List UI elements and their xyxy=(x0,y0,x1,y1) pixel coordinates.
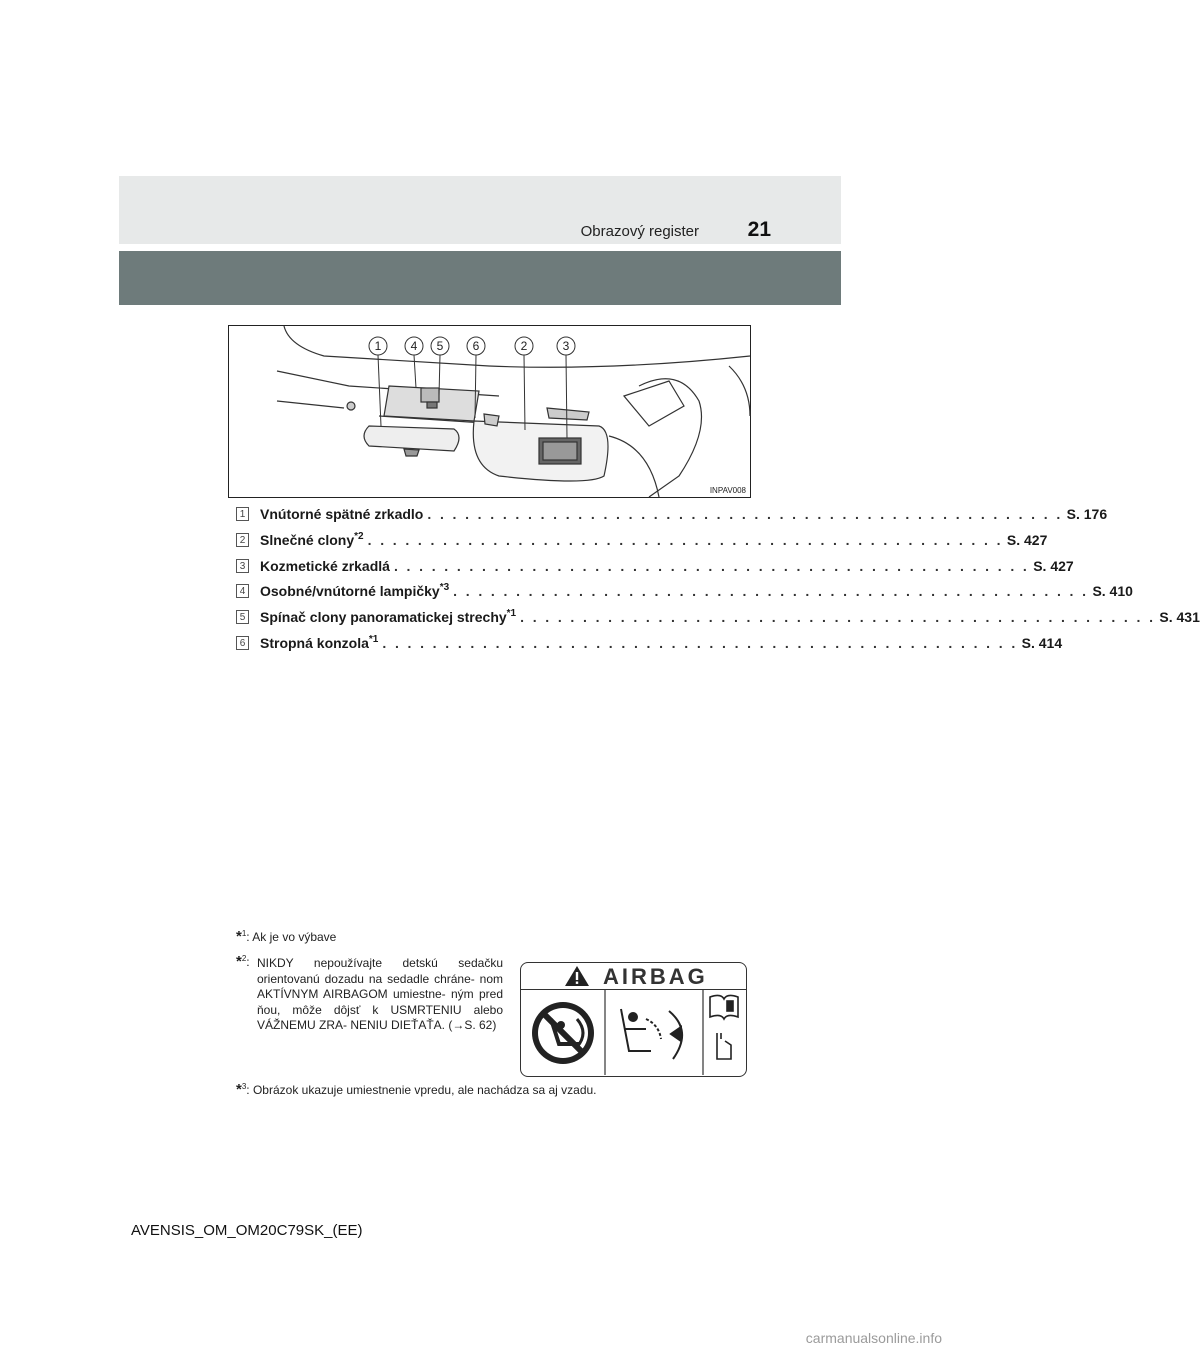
airbag-warning-label xyxy=(520,962,747,1077)
footnote-2-marker: *$^2$: xyxy=(236,953,250,970)
page-reference[interactable]: S. 410 xyxy=(1092,583,1133,600)
warning-triangle-icon xyxy=(564,965,590,987)
item-label: Spínač clony panoramatickej strechy$^{*1}$ xyxy=(260,608,517,626)
page-reference[interactable]: S. 427 xyxy=(1033,557,1074,574)
watermark: carmanualsonline.info xyxy=(805,1330,942,1346)
airbag-title: AIRBAG xyxy=(603,964,708,989)
item-label: Vnútorné spätné zrkadlo xyxy=(260,506,424,522)
document-code: AVENSIS_OM_OM20C79SK_(EE) xyxy=(131,1222,363,1239)
item-number: 1 xyxy=(236,507,249,521)
item-number: 4 xyxy=(236,584,249,598)
page-reference[interactable]: S. 427 xyxy=(1006,531,1048,548)
header-band xyxy=(119,176,841,244)
index-item-vanity-mirrors[interactable] xyxy=(236,557,1074,576)
page-reference[interactable]: S. 176 xyxy=(1066,506,1108,522)
callout-label: 4 xyxy=(410,339,418,353)
callout-label: 1 xyxy=(374,339,382,353)
callout-label: 3 xyxy=(562,339,570,353)
leader-dots: . . . . . . . . . . . . . . . . . . . . . . . . . . . . . . . . . . . . . . . . . . . . . . . . . . . xyxy=(427,506,1063,522)
read-manual-icon xyxy=(710,995,738,1059)
page-reference[interactable]: S. 431 xyxy=(1159,609,1200,626)
leader-dots: . . . . . . . . . . . . . . . . . . . . . . . . . . . . . . . . . . . . . . . . . . . . . . . . . . . xyxy=(367,531,1003,548)
leader-dots: . . . . . . . . . . . . . . . . . . . . . . . . . . . . . . . . . . . . . . . . . . . . . . . . . . . xyxy=(393,557,1030,574)
item-number: 3 xyxy=(236,559,249,573)
item-label: Kozmetické zrkadlá xyxy=(260,557,390,574)
footnote-1: *$^1$: Ak je vo výbave xyxy=(236,928,337,945)
child-seat-airbag-icon xyxy=(621,1009,682,1059)
index-item-interior-mirror[interactable] xyxy=(236,506,1108,524)
footnote-3: *$^3$: Obrázok ukazuje umiestnenie vpredu, ale nachádza sa aj vzadu. xyxy=(236,1081,597,1098)
item-label: Slnečné clony$^{*2}$ xyxy=(260,530,364,548)
callout-label: 5 xyxy=(436,339,444,353)
figure-code: INPAV008 xyxy=(709,486,746,495)
page-number: 21 xyxy=(747,218,771,241)
item-number: 2 xyxy=(236,533,249,547)
leader-dots: . . . . . . . . . . . . . . . . . . . . . . . . . . . . . . . . . . . . . . . . . . . . . . . . . . . xyxy=(382,634,1018,651)
item-label: Osobné/vnútorné lampičky$^{*3}$ xyxy=(260,582,450,600)
index-item-roof-shade-switch[interactable] xyxy=(236,608,1200,627)
footnote-2-text: NIKDY nepoužívajte detskú sedačku orientovanú dozadu na sedadle chráne- nom AKTÍVNYM AIRBAGOM umiestne- ným pred ňou, môže dôjsť k USMRTENIU alebo VÁŽNEMU ZRA- NENIU DIEŤAŤA. (→S. 62) xyxy=(257,956,503,1032)
airbag-label-header xyxy=(521,963,746,990)
leader-dots: . . . . . . . . . . . . . . . . . . . . . . . . . . . . . . . . . . . . . . . . . . . . . . . . . . . xyxy=(520,609,1156,626)
callout-label: 6 xyxy=(472,339,480,353)
no-rear-facing-child-seat-icon xyxy=(532,1002,594,1064)
page-reference[interactable]: S. 414 xyxy=(1021,634,1063,651)
section-title: Obrazový register xyxy=(580,223,699,240)
index-item-overhead-console[interactable] xyxy=(236,633,1063,653)
callout-label: 2 xyxy=(520,339,528,353)
section-bar xyxy=(119,251,841,305)
leader-dots: . . . . . . . . . . . . . . . . . . . . . . . . . . . . . . . . . . . . . . . . . . . . . . . . . . . xyxy=(453,583,1089,600)
airbag-pictograms xyxy=(521,989,745,1075)
component-index-list xyxy=(236,506,1200,661)
index-item-sun-visors[interactable] xyxy=(236,530,1048,550)
index-item-interior-lights[interactable] xyxy=(236,582,1133,601)
item-number: 5 xyxy=(236,610,249,624)
ceiling-drawing xyxy=(229,326,750,497)
item-number: 6 xyxy=(236,636,249,650)
item-label: Stropná konzola$^{*1}$ xyxy=(260,633,379,651)
interior-ceiling-illustration xyxy=(228,325,751,498)
